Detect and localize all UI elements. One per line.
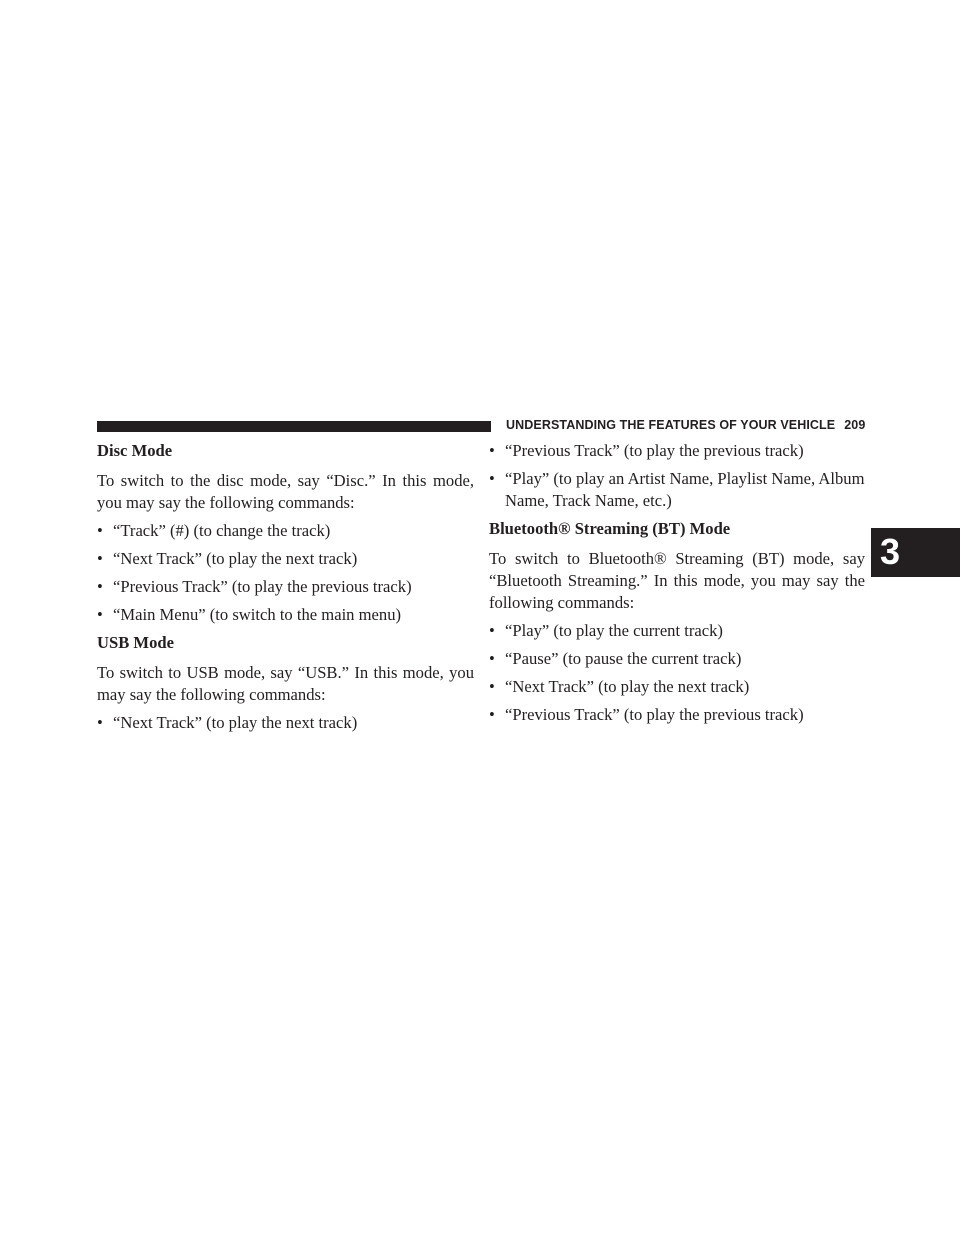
bullet-icon: • (489, 649, 495, 668)
list-item: • “Play” (to play the current track) (489, 621, 723, 640)
list-item: • “Play” (to play an Artist Name, Playlist Name, Album Name, Track Name, etc.) (489, 469, 865, 510)
bullet-icon: • (489, 469, 495, 488)
usb-mode-commands (97, 712, 474, 734)
right-column (489, 440, 865, 732)
usb-mode-heading: USB Mode (97, 633, 174, 652)
chapter-tab (871, 528, 960, 577)
usb-mode-commands-continued (489, 440, 865, 512)
list-item: • “Main Menu” (to switch to the main menu) (97, 605, 402, 624)
page-number: 209 (844, 418, 866, 432)
list-item: • “Previous Track” (to play the previous track) (489, 441, 804, 460)
bt-mode-heading: Bluetooth® Streaming (BT) Mode (489, 519, 731, 538)
header-title: UNDERSTANDING THE FEATURES OF YOUR VEHICLE (506, 418, 836, 432)
chapter-number: 3 (880, 531, 901, 572)
bullet-icon: • (97, 713, 103, 732)
usb-mode-intro: To switch to USB mode, say “USB.” In this mode, you may say the following commands: (97, 663, 474, 704)
bullet-icon: • (489, 705, 495, 724)
bullet-icon: • (97, 549, 103, 568)
disc-mode-commands (97, 520, 474, 626)
left-column (97, 440, 474, 740)
list-item: • “Next Track” (to play the next track) (489, 677, 750, 696)
bullet-icon: • (97, 577, 103, 596)
list-item: • “Previous Track” (to play the previous track) (97, 577, 412, 596)
disc-mode-intro: To switch to the disc mode, say “Disc.” In this mode, you may say the following commands: (97, 471, 474, 512)
list-item: • “Track” (#) (to change the track) (97, 521, 331, 540)
header-rule (97, 421, 491, 432)
bullet-icon: • (97, 521, 103, 540)
bullet-icon: • (97, 605, 103, 624)
bt-mode-intro: To switch to Bluetooth® Streaming (BT) mode, say “Bluetooth Streaming.” In this mode, you may say the following commands: (489, 549, 865, 612)
list-item: • “Previous Track” (to play the previous track) (489, 705, 804, 724)
bt-mode-commands (489, 620, 865, 726)
bullet-icon: • (489, 441, 495, 460)
list-item: • “Next Track” (to play the next track) (97, 549, 358, 568)
bullet-icon: • (489, 621, 495, 640)
list-item: • “Next Track” (to play the next track) (97, 713, 358, 732)
list-item: • “Pause” (to pause the current track) (489, 649, 742, 668)
running-header (506, 418, 865, 432)
disc-mode-heading: Disc Mode (97, 441, 173, 460)
bullet-icon: • (489, 677, 495, 696)
